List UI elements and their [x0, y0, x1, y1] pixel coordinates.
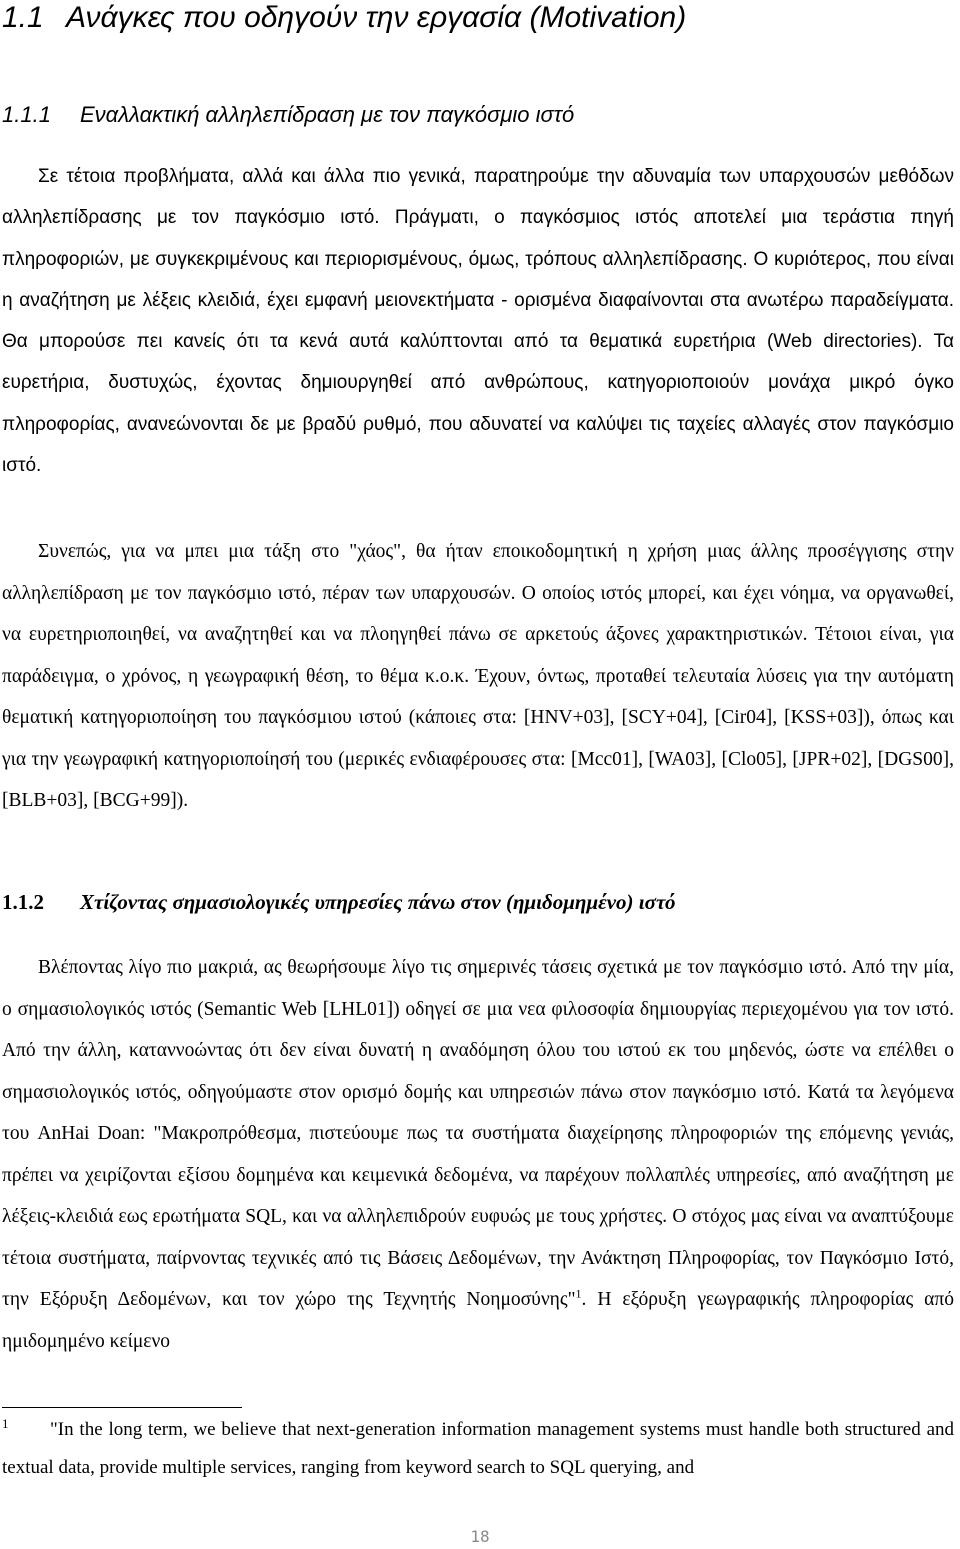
footnote-text: "In the long term, we believe that next-generation information management systems must handle both structured and textual data, provide multiple services, ranging from keyword search to SQL querying, and	[2, 1419, 954, 1478]
subsection-heading-1-1-1	[2, 101, 952, 129]
subsection-title: Εναλλακτική αλληλεπίδραση με τον παγκόσμιο ιστό	[80, 102, 575, 127]
paragraph-web-interaction: Σε τέτοια προβλήματα, αλλά και άλλα πιο γενικά, παρατηρούμε την αδυναμία των υπαρχουσών μεθόδων αλληλεπίδρασης με τον παγκόσμιο ιστό. Πράγματι, ο παγκόσμιος ιστός αποτελεί μια τεράστια πηγή πληροφοριών, με συγκεκριμένους και περιορισμένους, όμως, τρόπους αλληλεπίδρασης. Ο κυριότερος, που είναι η αναζήτηση με λέξεις κλειδιά, έχει εμφανή μειονεκτήματα - ορισμένα διαφαίνονται στα ανωτέρω παραδείγματα. Θα μπορούσε πει κανείς ότι τα κενά αυτά καλύπτονται από τα θεματικά ευρετήρια (Web directories). Τα ευρετήρια, δυστυχώς, έχοντας δημιουργηθεί από ανθρώπους, κατηγοριοποιούν μονάχα μικρό όγκο πληροφορίας, ανανεώνονται δε με βραδύ ρυθμό, που αδυνατεί να καλύψει τις ταχείες αλλαγές στον παγκόσμιο ιστό.	[2, 166, 954, 477]
footnote: 1 "In the long term, we believe that next-generation information management systems must handle both structured and textual data, provide multiple services, ranging from keyword search to SQL querying, and	[2, 1415, 954, 1478]
subsection-number: 1.1.2	[2, 890, 44, 914]
paragraph-alternative-approach: Συνεπώς, για να μπει μια τάξη στο "χάος", θα ήταν εποικοδομητική η χρήση μιας άλλης προσέγγισης στην αλληλεπίδραση με τον παγκόσμιο ιστό, πέραν των υπαρχουσών. Ο οποίος ιστός μπορεί, και έχει νόημα, να οργανωθεί, να ευρετηριοποιηθεί, να αναζητηθεί και να πλοηγηθεί πάνω σε αρκετούς άξονες χαρακτηριστικών. Τέτοιοι είναι, για παράδειγμα, ο χρόνος, η γεωγραφική θέση, το θέμα κ.ο.κ. Έχουν, όντως, προταθεί τελευταία λύσεις για την αυτόματη θεματική κατηγοριοποίηση του παγκόσμιου ιστού (κάποιες στα: [HNV+03], [SCY+04], [Cir04], [KSS+03]), όπως και για την γεωγραφική κατηγοριοποίησή του (μερικές ενδιαφέρουσες στα: [Mcc01], [WA03], [Clo05], [JPR+02], [DGS00], [BLB+03], [BCG+99]).	[2, 541, 954, 811]
paragraph-text-continued: . Η εξόρυξη γεωγραφικής πληροφορίας από ημιδομημένο κείμενο	[2, 1289, 954, 1352]
paragraph-semantic-services	[2, 947, 954, 1362]
footnote-divider	[2, 1407, 242, 1408]
footnote-reference[interactable]: 1	[575, 1286, 582, 1301]
heading-number: 1.1	[2, 1, 44, 34]
subsection-number: 1.1.1	[2, 102, 51, 127]
subsection-heading-1-1-2	[2, 888, 952, 916]
paragraph-text: Βλέποντας λίγο πιο μακριά, ας θεωρήσουμε λίγο τις σημερινές τάσεις σχετικά με τον παγκόσμιο ιστό. Από την μία, ο σημασιολογικός ιστός (Semantic Web [LHL01]) οδηγεί σε μια νεα φιλοσοφία δημιουργίας περιεχομένου για τον ιστό. Από την άλλη, καταννοώντας ότι δεν είναι δυνατή η αναδόμηση όλου του ιστού εκ του μηδενός, ώστε να επέλθει ο σημασιολογικός ιστός, οδηγούμαστε στον ορισμό δομής και υπηρεσιών πάνω στον παγκόσμιο ιστό. Κατά τα λεγόμενα του AnHai Doan: "Μακροπρόθεσμα, πιστεύουμε πως τα συστήματα διαχείρησης πληροφοριών της επόμενης γενιάς, πρέπει να χειρίζονται εξίσου δομημένα και κειμενικά δεδομένα, να παρέχουν πολλαπλές υπηρεσίες, από αναζήτηση με λέξεις-κλειδιά εως ερωτήματα SQL, και να αλληλεπιδρούν ευφυώς με τους χρήστες. Ο στόχος μας είναι να αναπτύξουμε τέτοια συστήματα, παίρνοντας τεχνικές από τις Βάσεις Δεδομένων, την Ανάκτηση Πληροφορίας, τον Παγκόσμιο Ιστό, την Εξόρυξη Δεδομένων, και τον χώρο της Τεχνητής Νοημοσύνης"	[2, 957, 954, 1310]
subsection-title: Χτίζοντας σημασιολογικές υπηρεσίες πάνω στον (ημιδομημένο) ιστό	[80, 890, 676, 914]
heading-title: Ανάγκες που οδηγούν την εργασία (Motivation)	[66, 1, 687, 34]
page-number: 18	[470, 1527, 490, 1546]
section-heading-1-1	[2, 0, 952, 36]
